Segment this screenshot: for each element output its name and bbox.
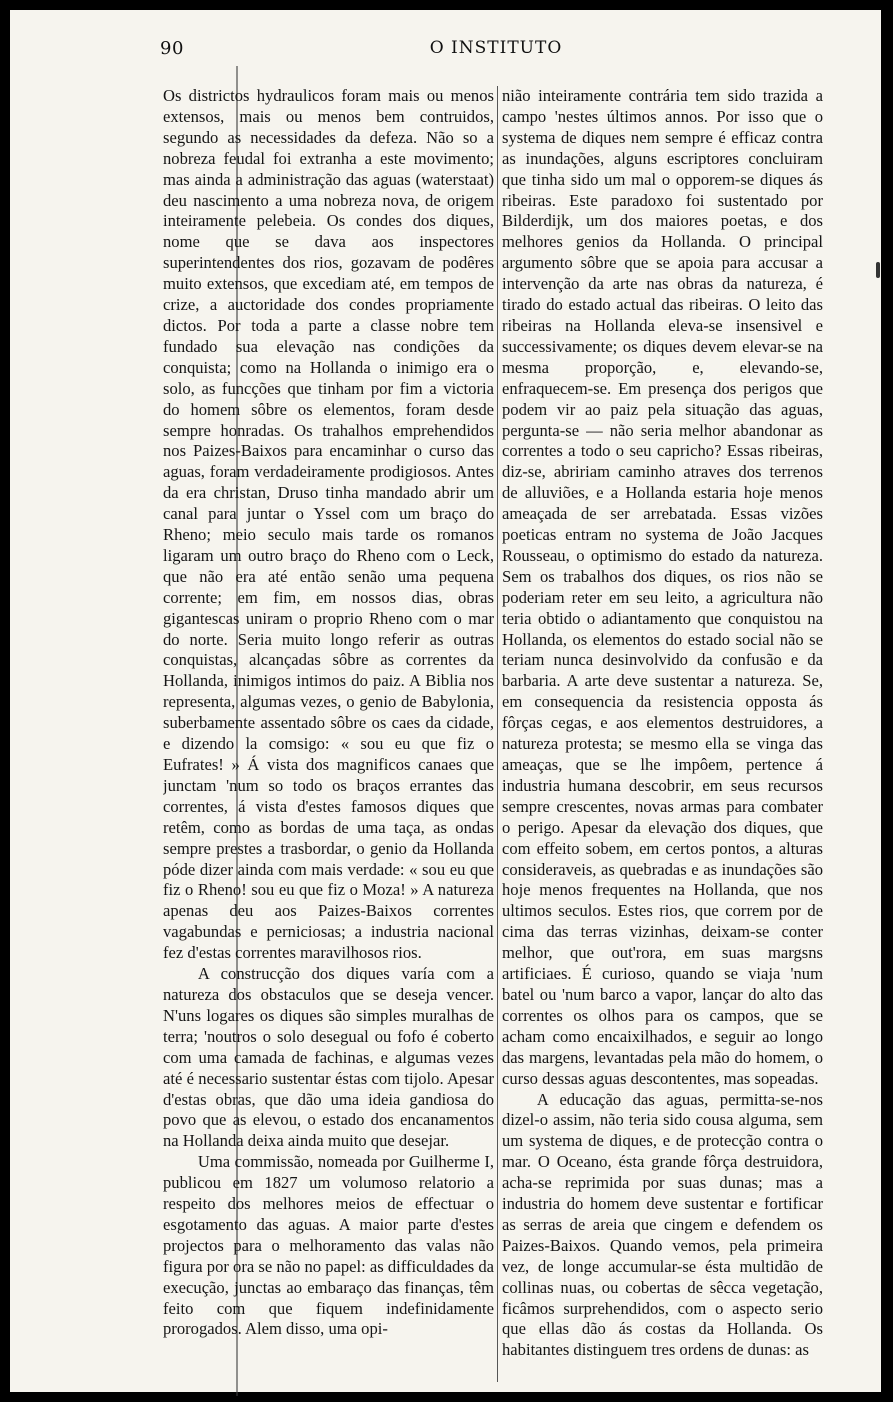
left-column <box>163 86 494 1386</box>
journal-title: O INSTITUTO <box>429 38 563 58</box>
right-column <box>502 86 823 1386</box>
running-header <box>160 38 832 64</box>
paragraph: A construcção dos diques varía com a natureza dos obstaculos que se deseja vencer. N'uns logares os diques são simples muralhas de terra; 'noutros o solo desegual ou fofo é coberto com uma camada de fachinas, e algumas vezes até é necessario sustentar éstas com tijolo. Apesar d'estas obras, que dão uma ideia gandiosa do povo que as elevou, o estado dos encanamentos na Hollanda deixa ainda muito que desejar. <box>163 964 494 1151</box>
scan-speck <box>876 262 880 278</box>
paragraph: A educação das aguas, permitta-se-nos dizel-o assim, não teria sido cousa alguma, sem um systema de diques, e de protecção contra o mar. O Oceano, ésta grande fôrça destruidora, acha-se reprimida por suas dunas; mas a industria do homem deve sustentar e fortificar as serras de areia que cingem e defendem os Paizes-Baixos. Quando vemos, pela primeira vez, de longe accumular-se ésta multidão de collinas nuas, ou cobertas de sêcca vegetação, ficâmos surprehendidos, com o aspecto serio que ellas dão ás costas da Hollanda. Os habitantes distinguem tres ordens de dunas: as <box>502 1089 823 1360</box>
paragraph: Uma commissão, nomeada por Guilherme I, publicou em 1827 um volumoso relatorio a respeito dos melhores meios de effectuar o esgotamento das aguas. A maior parte d'estes projectos para o melhoramento das valas não figura por ora se não no papel: as difficuldades da execução, junctas ao embaraço das finanças, têm feito com que fiquem indefinidamente prorogados. Alem disso, uma opi- <box>163 1152 494 1339</box>
column-rule <box>497 86 498 1382</box>
page-number: 90 <box>160 38 184 59</box>
paragraph: Os districtos hydraulicos foram mais ou menos extensos, mais ou menos bem contruidos, segundo as necessidades da defeza. Não so a nobreza feudal foi extranha a este movimento; mas ainda a administração das aguas (waterstaat) deu nascimento a uma nobreza nova, de origem inteiramente pelebeia. Os condes dos diques, nome que se dava aos inspectores superintendentes dos rios, gozavam de podêres muito extensos, que excediam até, em tempos de crize, a auctoridade dos condes propriamente dictos. Por toda a parte a classe nobre tem fundado sua elevação nas condições da conquista; como na Hollanda o inimigo era o solo, as funcções que tinham por fim a victoria do homem sôbre os elementos, foram desde sempre honradas. Os trahalhos emprehendidos nos Paizes-Baixos para encaminhar o curso das aguas, foram verdadeiramente prodigiosos. Antes da era christan, Druso tinha mandado abrir um canal para juntar o Yssel com um braço do Rheno; meio seculo mais tarde os romanos ligaram um outro braço do Rheno com o Leck, que não era até então senão uma pequena corrente; em fim, em nossos dias, obras gigantescas uniram o proprio Rheno com o mar do norte. Seria muito longo referir as outras conquistas, alcançadas sôbre as correntes da Hollanda, inimigos intimos do paiz. A Biblia nos representa, algumas vezes, o genio de Babylonia, suberbamente assentado sôbre os caes da cidade, e dizendo la comsigo: « sou eu que fiz o Eufrates! » Á vista dos magnificos canaes que junctam 'num so todo os braços errantes das correntes, á vista d'estes famosos diques que retêm, como as bordas de uma taça, as ondas sempre prestes a trasbordar, o genio da Hollanda póde dizer ainda com mais verdade: « sou eu que fiz o Rheno! sou eu que fiz o Moza! » A natureza apenas deu aos Paizes-Baixos correntes vagabundas e perniciosas; a industria nacional fez d'estas correntes maravilhosos rios. <box>163 86 494 963</box>
paragraph: nião inteiramente contrária tem sido trazida a campo 'nestes últimos annos. Por isso que o systema de diques nem sempre é efficaz contra as inundações, alguns escriptores concluiram que tinha sido um mal o opporem-se diques ás ribeiras. Este paradoxo foi sustentado por Bilderdijk, um dos maiores poetas, e dos melhores genios da Hollanda. O principal argumento sôbre que se apoia para accusar a intervenção da arte nas obras da natureza, é tirado do estado actual das ribeiras. O leito das ribeiras na Hollanda eleva-se insensivel e successivamente; os diques devem elevar-se na mesma proporção, e, elevando-se, enfraquecem-se. Em presença dos perigos que podem vir ao paiz pela situação das aguas, pergunta-se — não seria melhor abandonar as correntes a todo o seu capricho? Essas ribeiras, diz-se, abririam caminho atraves dos terrenos de alluviões, e a Hollanda estaria hoje menos ameaçada de ser arrebatada. Essas vizões poeticas entram no systema de João Jacques Rousseau, o optimismo do estado da natureza. Sem os trabalhos dos diques, os rios não se poderiam reter em seu leito, a agricultura não teria obtido o adiantamento que conquistou na Hollanda, os elementos do estado social não se teriam nunca desinvolvido da confusão e da barbaria. A arte deve sustentar a natureza. Se, em consequencia da resistencia opposta ás fôrças cegas, e aos elementos destruidores, a natureza protesta; se mesmo ella se vinga das ameaças, que se lhe impôem, pertence á industria humana descobrir, em seus recursos sempre crescentes, novas armas para combater o perigo. Apesar da elevação dos diques, que com effeito sobem, em certos pontos, a alturas consideraveis, as quebradas e as inundações são hoje menos frequentes na Hollanda, que nos ultimos seculos. Estes rios, que correm por de cima das terras vizinhas, deixam-se conter melhor, que out'rora, em suas margsns artificiaes. É curioso, quando se viaja 'num batel ou 'num barco a vapor, lançar do alto das correntes os olhos para os campos, que se acham como encaixilhados, e seguir ao longo das margens, levantadas pela mão do homem, o curso dessas aguas descontentes, mas sopeadas. <box>502 86 823 1088</box>
